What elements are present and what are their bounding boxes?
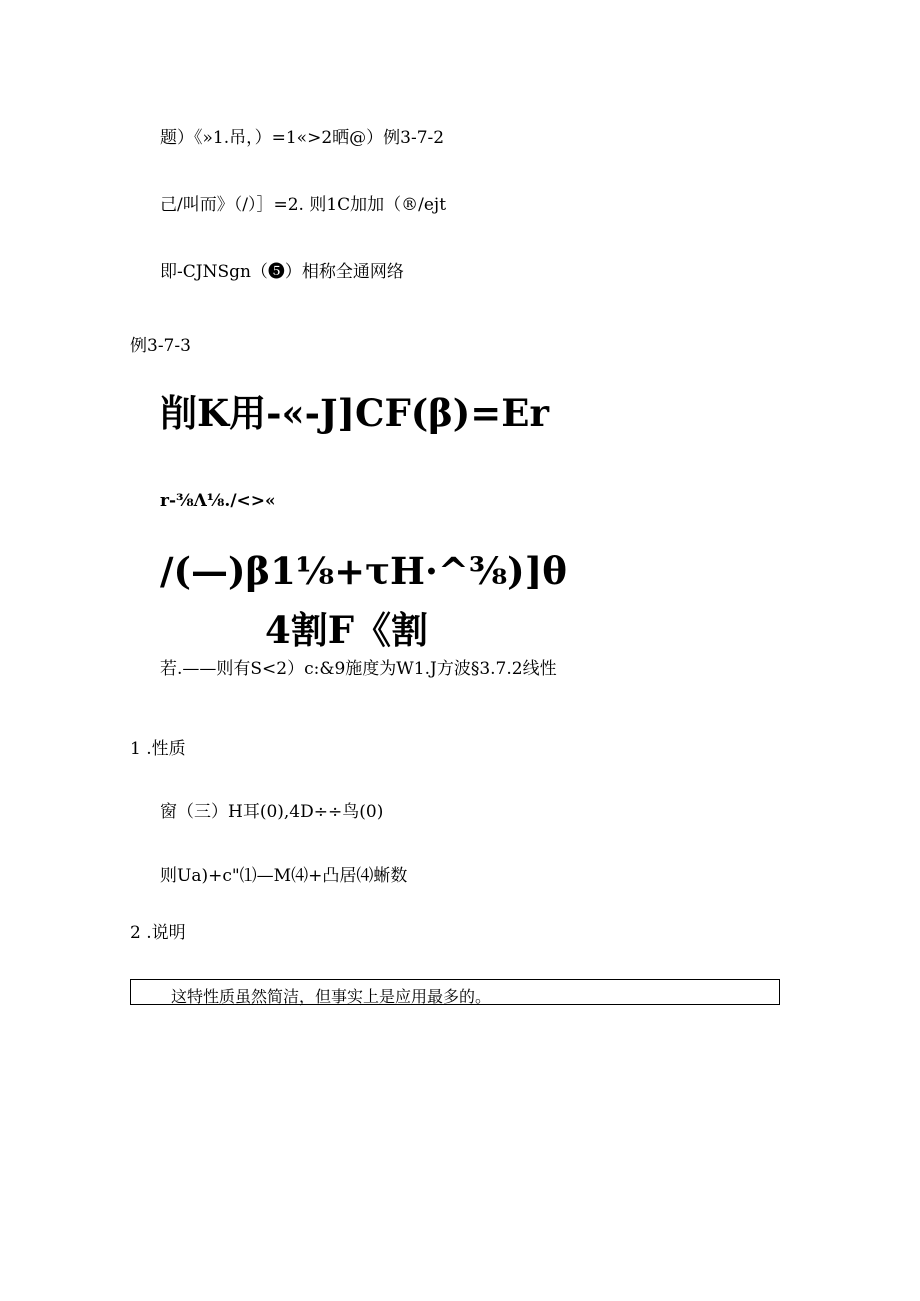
text-line-1: 题）《»1.吊，）=1«>2晒@）例3-7-2 bbox=[160, 128, 445, 148]
formula-line-1: 削K用-«-J]CF(β)=Er bbox=[160, 391, 550, 435]
text-line-12: 则Ua)+c"⑴—M⑷+凸居⑷蜥数 bbox=[160, 866, 408, 886]
section-heading-1: 1 .性质 bbox=[130, 739, 186, 759]
text-line-3: 即-CJNSgn（❺）相称全通网络 bbox=[160, 262, 404, 282]
formula-line-2: r-⅜Λ⅛./<>« bbox=[160, 491, 276, 511]
boxed-note bbox=[130, 979, 780, 1005]
formula-line-3: /(—)β1⅛+τH·^⅜)]θ bbox=[160, 549, 567, 593]
text-line-2: 己/叫而》（/）］=2. 则1C加加（®/ejt bbox=[160, 195, 447, 215]
example-heading: 例3-7-3 bbox=[130, 336, 191, 356]
boxed-note-text: 这特性质虽然简洁，但事实上是应用最多的。 bbox=[171, 987, 492, 1006]
text-line-11: 窗（三）H耳(0),4D÷÷鸟(0) bbox=[160, 802, 384, 822]
section-heading-2: 2 .说明 bbox=[130, 923, 186, 943]
formula-line-4: 4割F《割 bbox=[265, 608, 429, 652]
text-line-9: 若.——则有S<2）c:&9施度为W1.J方波§3.7.2线性 bbox=[160, 659, 557, 679]
